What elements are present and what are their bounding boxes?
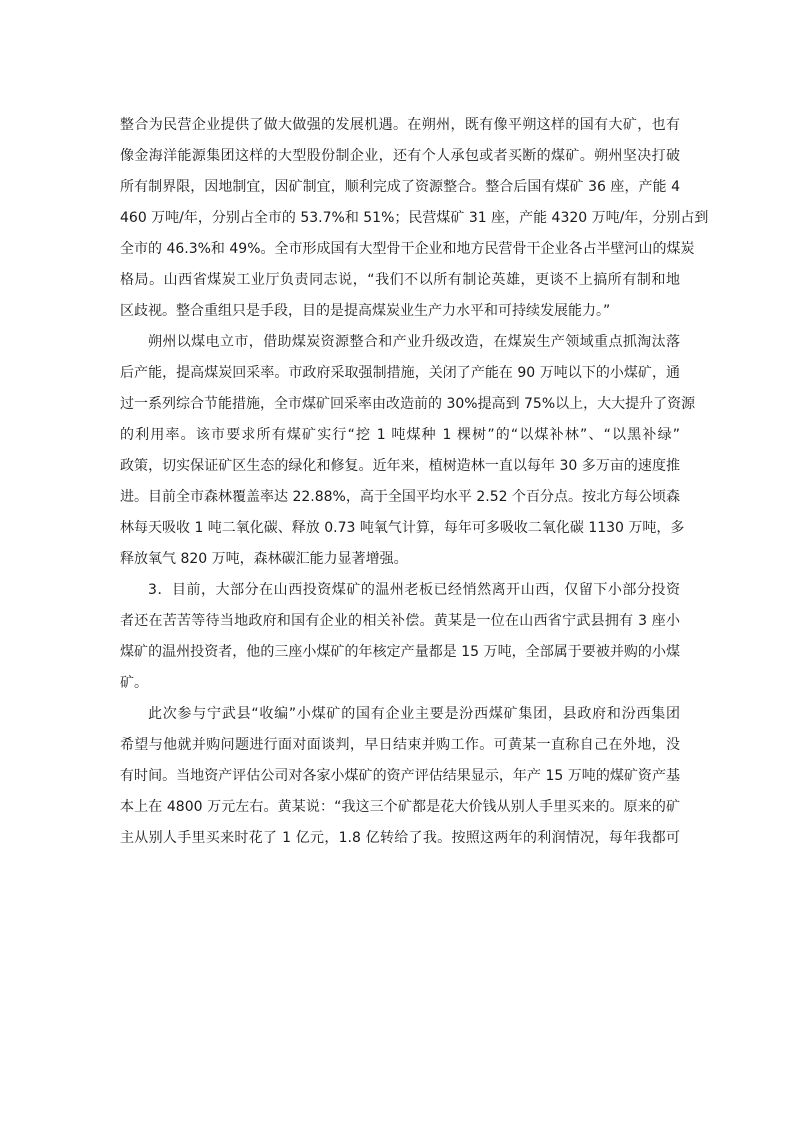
text-line: 矿。 [120, 675, 148, 691]
paragraph-2 [120, 327, 696, 575]
text-line: 希望与他就并购问题进行面对面谈判，早日结束并购工作。可黄某一直称自己在外地，没 [120, 737, 680, 753]
paragraph-4 [120, 699, 680, 854]
text-line: 区歧视。整合重组只是手段，目的是提高煤炭业生产力水平和可持续发展能力。” [120, 303, 611, 319]
text-line: 主从别人手里买来时花了 1 亿元，1.8 亿转给了我。按照这两年的利润情况，每年我都可 [120, 830, 680, 846]
text-line: 朔州以煤电立市，借助煤炭资源整合和产业升级改造，在煤炭生产领域重点抓淘汰落 [148, 334, 680, 350]
document-body [120, 110, 709, 854]
text-line: 林每天吸收 1 吨二氧化碳、释放 0.73 吨氧气计算，每年可多吸收二氧化碳 1130 万吨，多 [120, 520, 685, 536]
text-line: 全市的 46.3%和 49%。全市形成国有大型骨干企业和地方民营骨干企业各占半壁河山的煤炭 [120, 241, 695, 257]
paragraph-1 [120, 110, 709, 327]
text-line: 的利用率。该市要求所有煤矿实行“挖 1 吨煤种 1 棵树”的“以煤补林”、“以黑补绿” [120, 427, 680, 443]
text-line: 有时间。当地资产评估公司对各家小煤矿的资产评估结果显示，年产 15 万吨的煤矿资产基 [120, 768, 680, 784]
text-line: 进。目前全市森林覆盖率达 22.88%，高于全国平均水平 2.52 个百分点。按北方每公顷森 [120, 489, 680, 505]
text-line: 格局。山西省煤炭工业厅负责同志说，“我们不以所有制论英雄，更谈不上搞所有制和地 [120, 272, 680, 288]
text-line: 释放氧气 820 万吨，森林碳汇能力显著增强。 [120, 551, 408, 567]
text-line: 煤矿的温州投资者，他的三座小煤矿的年核定产量都是 15 万吨，全部属于要被并购的小煤 [120, 644, 680, 660]
text-line: 此次参与宁武县“收编”小煤矿的国有企业主要是汾西煤矿集团，县政府和汾西集团 [148, 706, 680, 722]
text-line: 者还在苦苦等待当地政府和国有企业的相关补偿。黄某是一位在山西省宁武县拥有 3 座小 [120, 613, 680, 629]
text-line: 政策，切实保证矿区生态的绿化和修复。近年来，植树造林一直以每年 30 多万亩的速度推 [120, 458, 680, 474]
text-line: 本上在 4800 万元左右。黄某说：“我这三个矿都是花大价钱从别人手里买来的。原来的矿 [120, 799, 680, 815]
text-line: 整合为民营企业提供了做大做强的发展机遇。在朔州，既有像平朔这样的国有大矿，也有 [120, 117, 680, 133]
text-line: 后产能，提高煤炭回采率。市政府采取强制措施，关闭了产能在 90 万吨以下的小煤矿，通 [120, 365, 680, 381]
text-line: 3．目前，大部分在山西投资煤矿的温州老板已经悄然离开山西，仅留下小部分投资 [148, 582, 680, 598]
paragraph-3 [120, 575, 680, 699]
text-line: 460 万吨/年，分别占全市的 53.7%和 51%；民营煤矿 31 座，产能 4320 万吨/年，分别占到 [120, 210, 709, 226]
text-line: 像金海洋能源集团这样的大型股份制企业，还有个人承包或者买断的煤矿。朔州坚决打破 [120, 148, 680, 164]
text-line: 所有制界限，因地制宜，因矿制宜，顺利完成了资源整合。整合后国有煤矿 36 座，产能 4 [120, 179, 680, 195]
text-line: 过一系列综合节能措施，全市煤矿回采率由改造前的 30%提高到 75%以上，大大提升了资源 [120, 396, 696, 412]
